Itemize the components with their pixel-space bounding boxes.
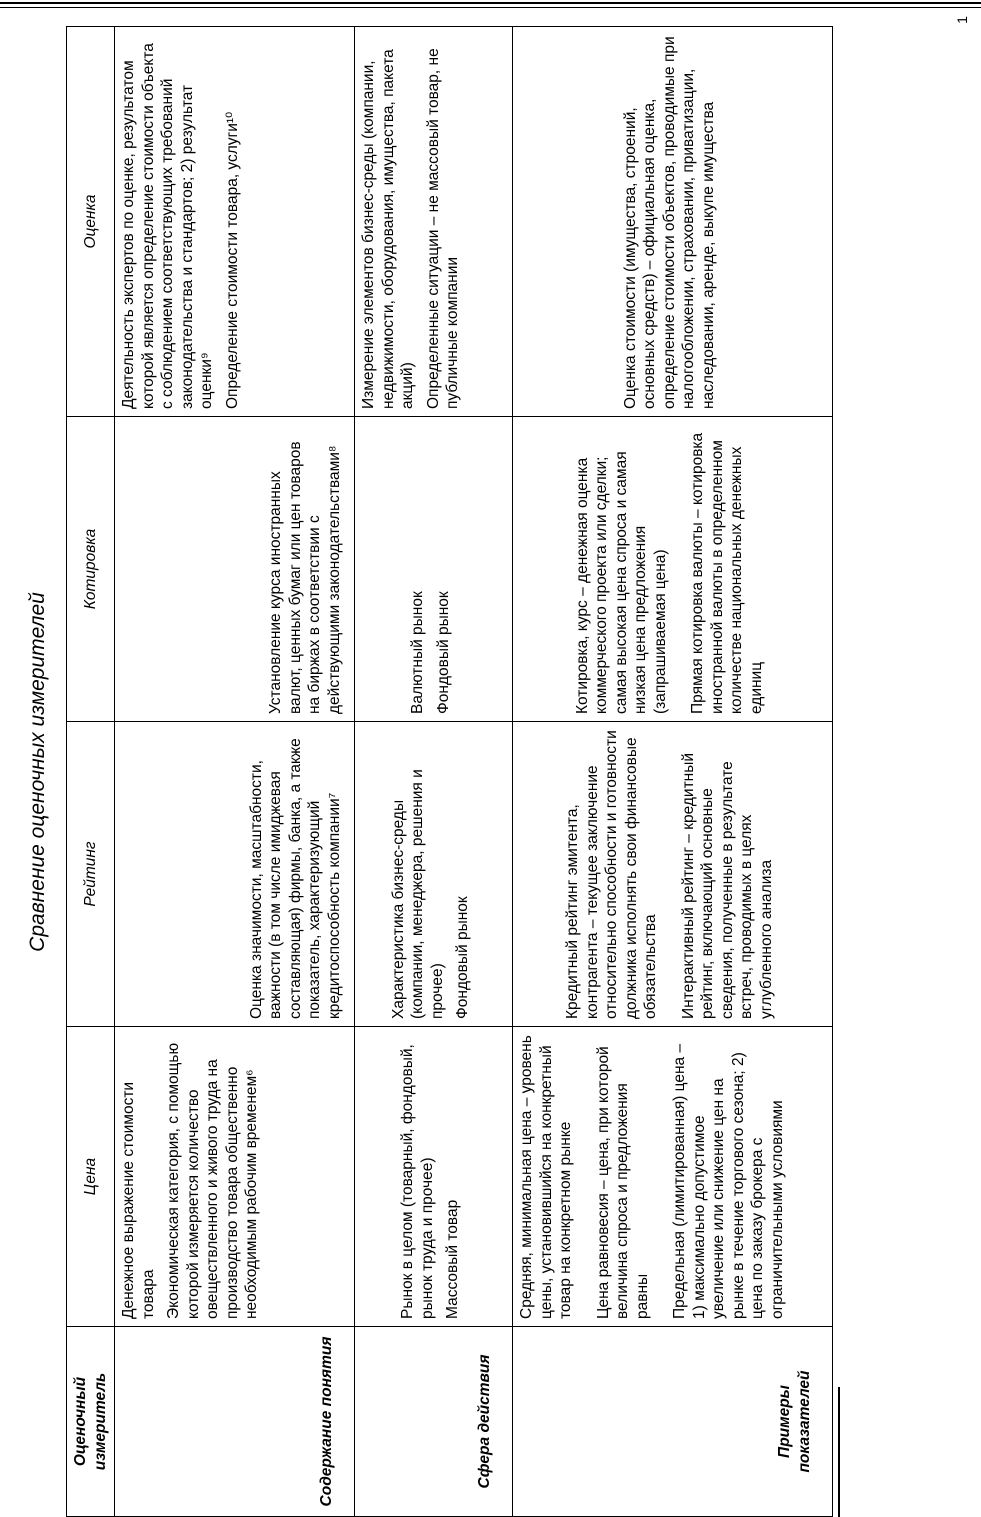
- table-cell: [355, 1027, 513, 1327]
- column-header: Котировка: [67, 417, 115, 722]
- cell-text: Фондовый рынок: [454, 896, 471, 1019]
- row-header: Содержание понятия: [115, 1327, 355, 1517]
- table-title: Сравнение оценочных измерителей: [26, 592, 49, 952]
- column-header: Рейтинг: [67, 722, 115, 1027]
- cell-text: Экономическая категория, с помощью которой измеряется количество овеществленного и живого труда на производство товара общественно необходимым рабочим временем⁶: [165, 1042, 260, 1319]
- row-header: Сфера действия: [355, 1327, 513, 1517]
- table-cell: [513, 417, 833, 722]
- cell-text: Деятельность экспертов по оценке, результатом которой является определение стоимости объекта с соблюдением соответствующих требований законодательства и стандартов; 2) результат оценки⁹: [120, 43, 215, 409]
- cell-text: Оценка стоимости (имущества, строений, основных средств) – официальная оценка, определение стоимости объектов, проводимые при налогообложении, страховании, приватизации, наследовании, аренде, выкупе имущества: [621, 36, 717, 409]
- column-header: Цена: [67, 1027, 115, 1327]
- table-cell: [513, 27, 833, 417]
- header-row: [67, 27, 115, 1517]
- row-header: Примеры показателей: [513, 1327, 833, 1517]
- cell-text: Фондовый рынок: [434, 591, 452, 714]
- column-header: Оценочный измеритель: [67, 1327, 115, 1517]
- cell-text: Интерактивный рейтинг – кредитный рейтинг, включающий основные сведения, полученные в результате встреч, проводимых в целях углубленного анализа: [679, 752, 775, 1019]
- table-cell: [115, 417, 355, 722]
- table-row: [355, 27, 513, 1517]
- table-cell: [115, 27, 355, 417]
- cell-text: Установление курса иностранных валют, ценных бумаг или цен товаров на биржах в соответствии с действующими законодательствами⁸: [267, 441, 343, 714]
- table-cell: [355, 722, 513, 1027]
- column-header: Оценка: [67, 27, 115, 417]
- top-rule-thin: [0, 7, 981, 8]
- cell-text: Прямая котировка валюты – котировка иностранной валюты в определенном количестве национальных денежных единиц: [689, 432, 765, 714]
- comparison-table: [66, 26, 833, 1517]
- cell-text: Оценка значимости, масштабности, важности (в том числе имиджевая составляющая) фирмы, банка, а также показатель, характеризующий кредитоспособность компании⁷: [247, 738, 343, 1019]
- cell-text: Средняя, минимальная цена – уровень цены, установившийся на конкретный товар на конкретном рынке: [518, 1035, 574, 1319]
- cell-text: Массовый товар: [444, 1199, 462, 1319]
- table-row: [115, 27, 355, 1517]
- table-cell: [355, 417, 513, 722]
- cell-text: Котировка, курс – денежная оценка коммерческого проекта или сделки; самая высокая цена спроса и самая низкая цена предложения (запрашиваемая цена): [573, 451, 669, 714]
- cell-text: Определение стоимости товара, услуги¹⁰: [223, 111, 241, 409]
- cell-text: Валютный рынок: [409, 591, 426, 714]
- cell-text: Денежное выражение стоимости товара: [120, 1081, 157, 1319]
- table-cell: [355, 27, 513, 417]
- table-cell: [513, 722, 833, 1027]
- table-cell: [513, 1027, 833, 1327]
- table-cell: [115, 722, 355, 1027]
- footnote-line: [838, 1387, 840, 1517]
- cell-text: Цена равновесия – цена, при которой величина спроса и предложения равны: [594, 1046, 651, 1319]
- cell-text: Предельная (лимитированная) цена – 1) максимально допустимое увеличение или снижение цен на рынке в течение торгового сезона; 2) цена по заказу брокера с ограничительными условиями: [671, 1043, 786, 1319]
- cell-text: Рынок в целом (товарный, фондовый, рынок труда и прочее): [399, 1044, 436, 1319]
- top-rule: [0, 2, 981, 4]
- rotated-table-page: [26, 27, 816, 1517]
- cell-text: Характеристика бизнес-среды (компании, менеджера, решения и прочее): [389, 769, 446, 1019]
- cell-text: Кредитный рейтинг эмитента, контрагента – текущее заключение относительно способности и готовности должника исполнять свои финансовые обязательства: [564, 730, 659, 1019]
- cell-text: Измерение элементов бизнес-среды (компании, недвижимости, оборудования, имущества, пакета акций): [360, 49, 416, 409]
- page-number: 1: [953, 16, 970, 24]
- table-cell: [115, 1027, 355, 1327]
- table-row: [513, 27, 833, 1517]
- cell-text: Определенные ситуации – не массовый товар, не публичные компании: [424, 48, 461, 409]
